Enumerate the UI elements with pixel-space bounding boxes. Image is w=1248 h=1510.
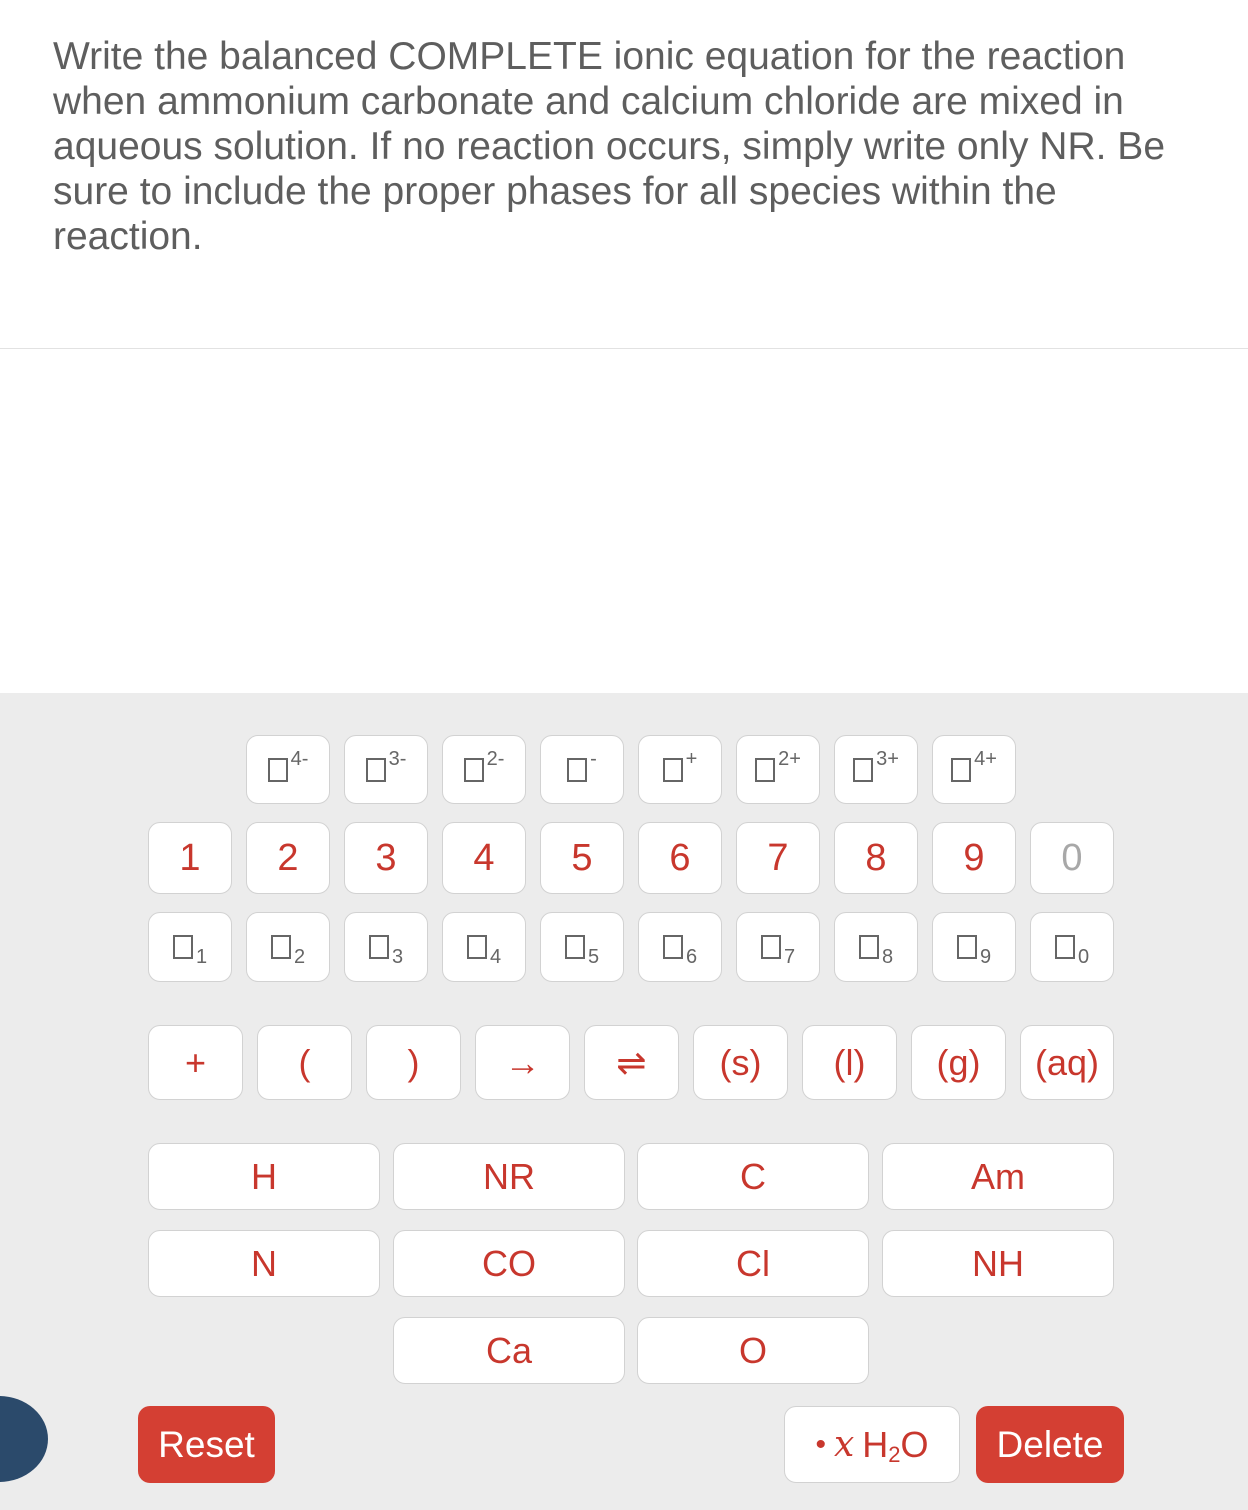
placeholder-box-icon	[467, 935, 487, 959]
digit-1-key[interactable]: 1	[148, 822, 232, 894]
digit-4-key[interactable]: 4	[442, 822, 526, 894]
placeholder-box-icon	[366, 758, 386, 782]
subscript-0-key[interactable]: 0	[1030, 912, 1114, 982]
subscript-8-key[interactable]: 8	[834, 912, 918, 982]
delete-button[interactable]: Delete	[976, 1406, 1124, 1483]
placeholder-box-icon	[268, 758, 288, 782]
reset-button[interactable]: Reset	[138, 1406, 275, 1483]
charge-plus-key[interactable]: +	[638, 735, 722, 804]
keypad	[0, 693, 1248, 1510]
placeholder-box-icon	[755, 758, 775, 782]
solid-phase-key[interactable]: (s)	[693, 1025, 788, 1100]
hydrate-h: H	[862, 1423, 889, 1465]
hydrate-water-key[interactable]	[784, 1406, 960, 1483]
charge-2plus-key[interactable]: 2+	[736, 735, 820, 804]
digit-6-key[interactable]: 6	[638, 822, 722, 894]
subscript-6-key[interactable]: 6	[638, 912, 722, 982]
reaction-arrow-key[interactable]: →	[475, 1025, 570, 1100]
plus-key[interactable]: +	[148, 1025, 243, 1100]
charge-4minus-key[interactable]: 4-	[246, 735, 330, 804]
placeholder-box-icon	[173, 935, 193, 959]
placeholder-box-icon	[271, 935, 291, 959]
hydrate-dot: •	[815, 1427, 826, 1461]
charge-3minus-key[interactable]: 3-	[344, 735, 428, 804]
element-h-key[interactable]: H	[148, 1143, 380, 1210]
hydrate-subscript: 2	[888, 1441, 901, 1467]
digit-3-key[interactable]: 3	[344, 822, 428, 894]
placeholder-box-icon	[663, 758, 683, 782]
placeholder-box-icon	[369, 935, 389, 959]
element-ca-key[interactable]: Ca	[393, 1317, 625, 1384]
placeholder-box-icon	[957, 935, 977, 959]
answer-area[interactable]	[0, 349, 1248, 693]
liquid-phase-key[interactable]: (l)	[802, 1025, 897, 1100]
placeholder-box-icon	[663, 935, 683, 959]
digit-7-key[interactable]: 7	[736, 822, 820, 894]
charge-3plus-key[interactable]: 3+	[834, 735, 918, 804]
equilibrium-arrow-key[interactable]: ⇌	[584, 1025, 679, 1100]
placeholder-box-icon	[853, 758, 873, 782]
group-nh-key[interactable]: NH	[882, 1230, 1114, 1297]
element-am-key[interactable]: Am	[882, 1143, 1114, 1210]
subscript-2-key[interactable]: 2	[246, 912, 330, 982]
nr-key[interactable]: NR	[393, 1143, 625, 1210]
digit-2-key[interactable]: 2	[246, 822, 330, 894]
subscript-7-key[interactable]: 7	[736, 912, 820, 982]
subscript-1-key[interactable]: 1	[148, 912, 232, 982]
digit-9-key[interactable]: 9	[932, 822, 1016, 894]
placeholder-box-icon	[1055, 935, 1075, 959]
gas-phase-key[interactable]: (g)	[911, 1025, 1006, 1100]
question-prompt: Write the balanced COMPLETE ionic equation for the reaction when ammonium carbonate and calcium chloride are mixed in aqueous solution. If no reaction occurs, simply write only NR. Be sure to include the proper phases for all species within the reaction.	[53, 35, 1166, 258]
group-co-key[interactable]: CO	[393, 1230, 625, 1297]
element-c-key[interactable]: C	[637, 1143, 869, 1210]
subscript-5-key[interactable]: 5	[540, 912, 624, 982]
placeholder-box-icon	[859, 935, 879, 959]
placeholder-box-icon	[567, 758, 587, 782]
digit-8-key[interactable]: 8	[834, 822, 918, 894]
placeholder-box-icon	[565, 935, 585, 959]
digit-0-key[interactable]: 0	[1030, 822, 1114, 894]
subscript-4-key[interactable]: 4	[442, 912, 526, 982]
aqueous-phase-key[interactable]: (aq)	[1020, 1025, 1114, 1100]
hydrate-x: x	[833, 1424, 855, 1465]
close-paren-key[interactable]: )	[366, 1025, 461, 1100]
subscript-3-key[interactable]: 3	[344, 912, 428, 982]
charge-minus-key[interactable]: -	[540, 735, 624, 804]
element-n-key[interactable]: N	[148, 1230, 380, 1297]
element-cl-key[interactable]: Cl	[637, 1230, 869, 1297]
placeholder-box-icon	[761, 935, 781, 959]
placeholder-box-icon	[464, 758, 484, 782]
digit-5-key[interactable]: 5	[540, 822, 624, 894]
placeholder-box-icon	[951, 758, 971, 782]
hydrate-o: O	[900, 1423, 929, 1465]
charge-2minus-key[interactable]: 2-	[442, 735, 526, 804]
charge-4plus-key[interactable]: 4+	[932, 735, 1016, 804]
subscript-9-key[interactable]: 9	[932, 912, 1016, 982]
element-o-key[interactable]: O	[637, 1317, 869, 1384]
open-paren-key[interactable]: (	[257, 1025, 352, 1100]
